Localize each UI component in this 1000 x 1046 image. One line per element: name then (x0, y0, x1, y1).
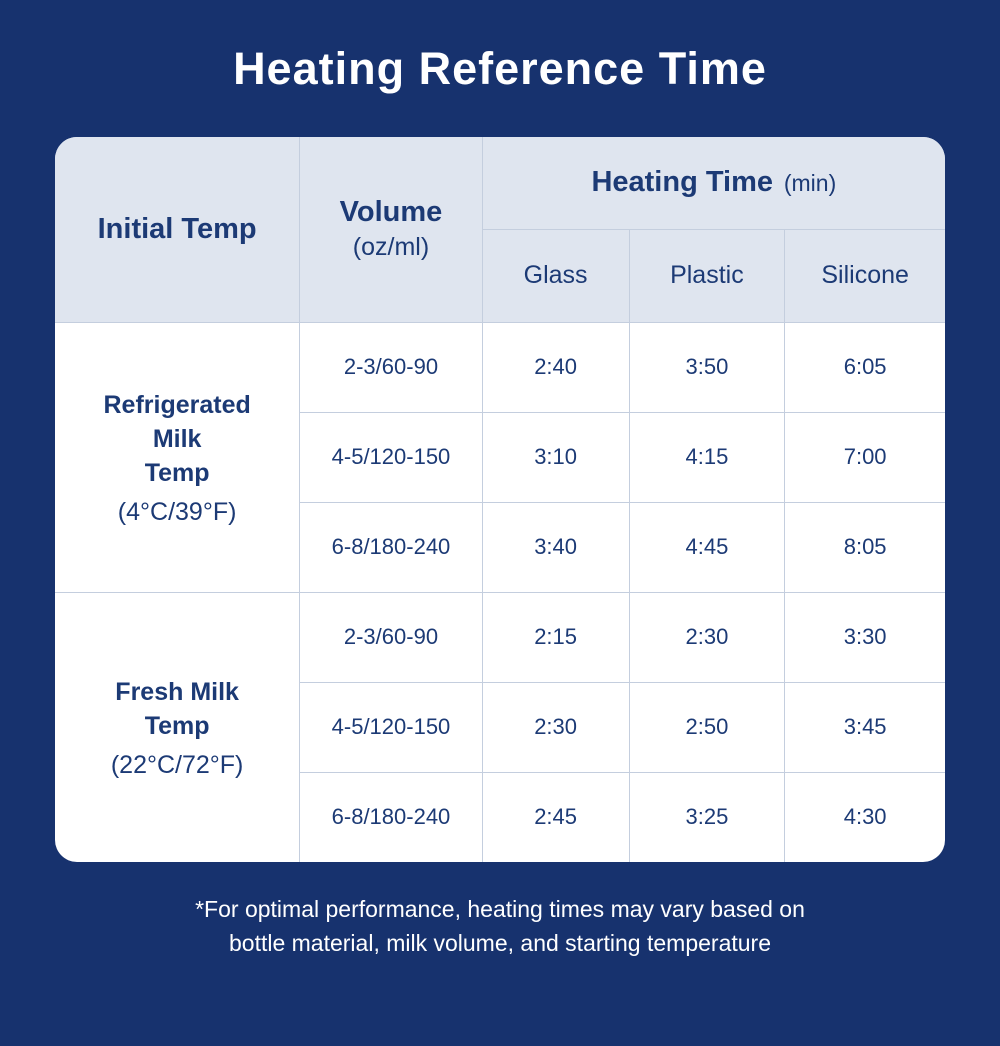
section-label-refrigerated: Refrigerated Milk Temp (4°C/39°F) (55, 322, 300, 592)
header-heating-time-unit: (min) (783, 170, 837, 197)
header-heating-time-label: Heating Time (591, 166, 773, 199)
plastic-time-cell: 2:30 (629, 592, 785, 682)
volume-cell: 6-8/180-240 (300, 772, 482, 862)
plastic-time-cell: 4:45 (629, 502, 785, 592)
footnote (0, 892, 1000, 960)
glass-time-cell: 3:10 (482, 412, 629, 502)
plastic-time-cell: 3:25 (629, 772, 785, 862)
heating-table (55, 137, 945, 862)
header-material-silicone: Silicone (785, 229, 945, 322)
section-temp-refrigerated: (4°C/39°F) (117, 497, 237, 526)
header-volume (300, 137, 482, 322)
header-volume-unit: (oz/ml) (352, 233, 430, 262)
silicone-time-cell: 4:30 (843, 804, 887, 830)
volume-cell: 2-3/60-90 (300, 592, 482, 682)
header-volume-label: Volume (339, 196, 443, 229)
volume-cell: 2-3/60-90 (300, 322, 482, 412)
header-initial-temp-label: Initial Temp (97, 212, 257, 245)
section-temp-fresh: (22°C/72°F) (110, 750, 244, 779)
glass-time-cell: 2:15 (482, 592, 629, 682)
glass-time-cell: 2:45 (482, 772, 629, 862)
header-row-main (55, 137, 945, 229)
header-initial-temp (55, 137, 300, 322)
plastic-time-cell: 3:50 (629, 322, 785, 412)
volume-cell: 6-8/180-240 (300, 502, 482, 592)
volume-cell: 4-5/120-150 (300, 682, 482, 772)
glass-time-cell: 2:40 (482, 322, 629, 412)
page-title: Heating Reference Time (233, 43, 767, 94)
header-heating-time (482, 137, 945, 229)
table-row (55, 592, 945, 682)
footnote-line-2: bottle material, milk volume, and starting temperature (228, 930, 772, 956)
section-label-fresh: Fresh Milk Temp (22°C/72°F) (55, 592, 300, 862)
silicone-time-cell: 7:00 (785, 412, 945, 502)
volume-cell: 4-5/120-150 (300, 412, 482, 502)
header-material-plastic: Plastic (629, 229, 785, 322)
footnote-line-1: *For optimal performance, heating times may vary based on (195, 896, 805, 922)
heating-table-card (55, 137, 945, 862)
table-row (55, 322, 945, 412)
infographic-page (0, 43, 1000, 1046)
glass-time-cell: 2:30 (482, 682, 629, 772)
header-material-glass: Glass (482, 229, 629, 322)
silicone-time-cell: 8:05 (785, 502, 945, 592)
plastic-time-cell: 2:50 (629, 682, 785, 772)
glass-time-cell: 3:40 (482, 502, 629, 592)
silicone-time-cell: 3:30 (785, 592, 945, 682)
silicone-time-cell: 6:05 (785, 322, 945, 412)
plastic-time-cell: 4:15 (629, 412, 785, 502)
silicone-time-cell: 3:45 (785, 682, 945, 772)
